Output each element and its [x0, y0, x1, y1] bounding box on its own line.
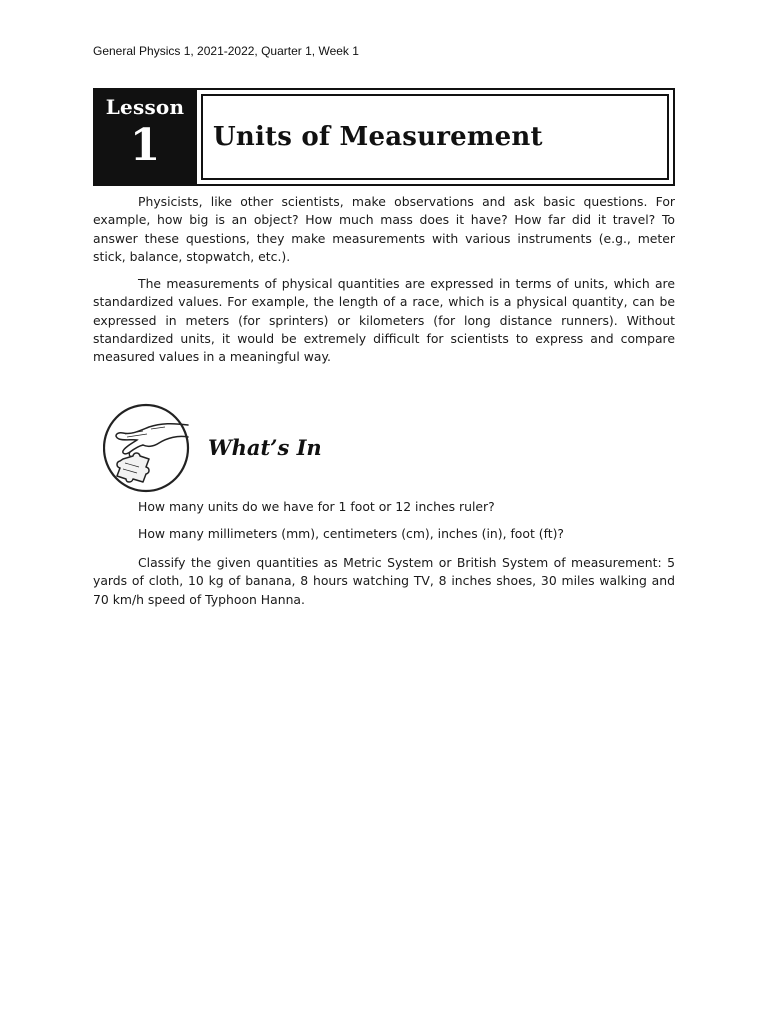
lesson-label: Lesson	[105, 95, 185, 119]
question-3: Classify the given quantities as Metric System or British System of measurement: 5 yards of cloth, 10 kg of banana, 8 hours watching TV, 8 inches shoes, 30 miles walking and 70 km/h speed of Typhoon Hanna.	[93, 555, 675, 607]
lesson-banner	[93, 88, 675, 186]
hand-puzzle-piece-icon	[103, 403, 193, 493]
intro-paragraph-1: Physicists, like other scientists, make observations and ask basic questions. For example, how big is an object? How much mass does it have? How far did it travel? To answer these questions, they make measurements with various instruments (e.g., meter stick, balance, stopwatch, etc.).	[93, 194, 675, 264]
question-2: How many millimeters (mm), centimeters (cm), inches (in), foot (ft)?	[138, 526, 565, 541]
section-title-whats-in: What’s In	[208, 435, 322, 460]
running-header: General Physics 1, 2021-2022, Quarter 1, Week 1	[93, 44, 359, 58]
lesson-number: 1	[129, 120, 161, 171]
lesson-title: Units of Measurement	[213, 122, 543, 152]
lesson-title-box	[201, 94, 669, 180]
intro-paragraph-2: The measurements of physical quantities are expressed in terms of units, which are standardized values. For example, the length of a race, which is a physical quantity, can be expressed in meters (for sprinters) or kilometers (for long distance runners). Without standardized units, it would be extremely difficult for scientists to express and compare measured values in a meaningful way.	[93, 276, 675, 365]
lesson-badge	[95, 90, 197, 184]
question-1: How many units do we have for 1 foot or 12 inches ruler?	[138, 499, 495, 514]
